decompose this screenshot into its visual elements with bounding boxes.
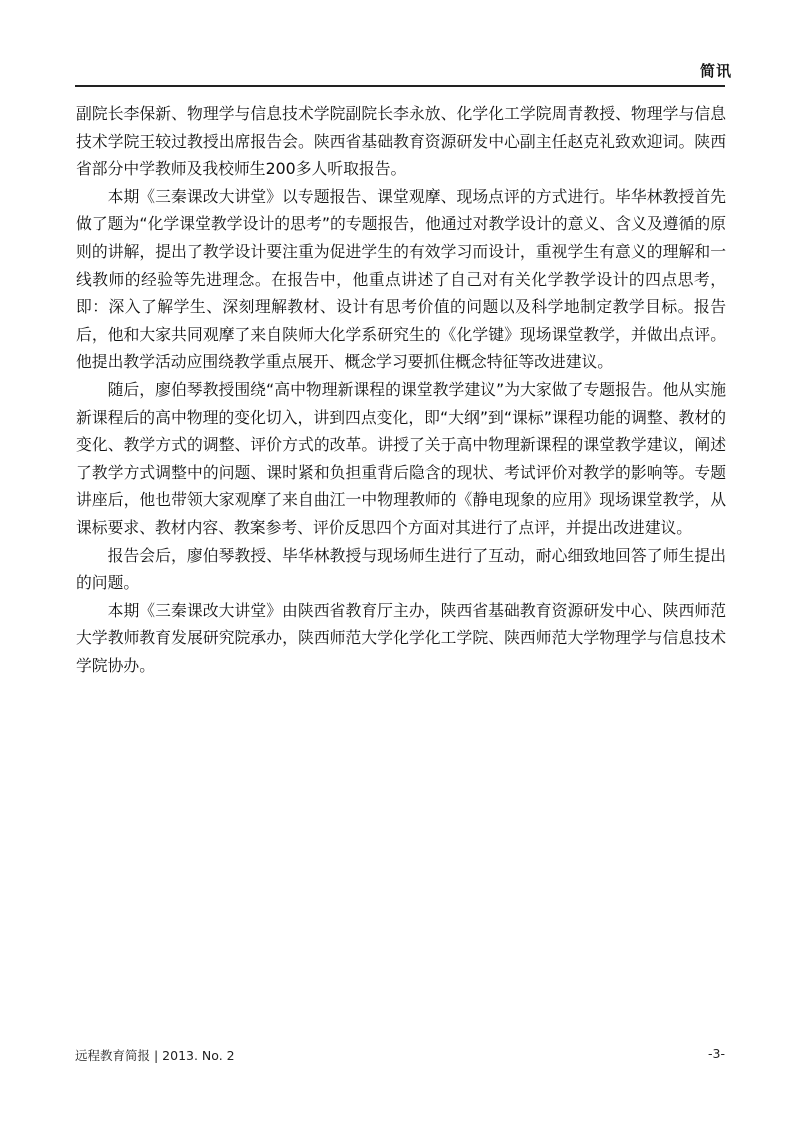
section-tag: 简讯 — [699, 62, 732, 80]
page-number: -3- — [708, 1046, 725, 1061]
publication-info: 远程教育简报 | 2013. No. 2 — [75, 1048, 235, 1063]
paragraph: 本期《三秦课改大讲堂》以专题报告、课堂观摩、现场点评的方式进行。毕华林教授首先做了题为“化学课堂教学设计的思考”的专题报告，他通过对教学设计的意义、含义及遵循的原则的讲解，提出了教学设计要注重为促进学生的有效学习而设计，重视学生有意义的理解和一线教师的经验等先进理念。在报告中，他重点讲述了自己对有关化学教学设计的四点思考，即：深入了解学生、深刻理解教材、设计有思考价值的问题以及科学地制定教学目标。报告后，他和大家共同观摩了来自陕师大化学系研究生的《化学键》现场课堂教学，并做出点评。他提出教学活动应围绕教学重点展开、概念学习要抓住概念特征等改进建议。 — [76, 186, 726, 372]
paragraph: 报告会后，廖伯琴教授、毕华林教授与现场师生进行了互动，耐心细致地回答了师生提出的问题。 — [76, 545, 726, 593]
page-footer — [75, 1046, 725, 1066]
paragraph: 本期《三秦课改大讲堂》由陕西省教育厅主办，陕西省基础教育资源研发中心、陕西师范大学教师教育发展研究院承办，陕西师范大学化学化工学院、陕西师范大学物理学与信息技术学院协办。 — [76, 600, 726, 675]
paragraph: 随后，廖伯琴教授围绕“高中物理新课程的课堂教学建议”为大家做了专题报告。他从实施新课程后的高中物理的变化切入，讲到四点变化，即“大纲”到“课标”课程功能的调整、教材的变化、教学方式的调整、评价方式的改革。讲授了关于高中物理新课程的课堂教学建议，阐述了教学方式调整中的问题、课时紧和负担重背后隐含的现状、考试评价对教学的影响等。专题讲座后，他也带领大家观摩了来自曲江一中物理教师的《静电现象的应用》现场课堂教学，从课标要求、教材内容、教案参考、评价反思四个方面对其进行了点评，并提出改进建议。 — [76, 379, 726, 537]
article-body — [76, 100, 726, 679]
header-divider — [75, 85, 725, 87]
paragraph: 副院长李保新、物理学与信息技术学院副院长李永放、化学化工学院周青教授、物理学与信息技术学院王较过教授出席报告会。陕西省基础教育资源研发中心副主任赵克礼致欢迎词。陕西省部分中学教师及我校师生200多人听取报告。 — [76, 104, 726, 179]
